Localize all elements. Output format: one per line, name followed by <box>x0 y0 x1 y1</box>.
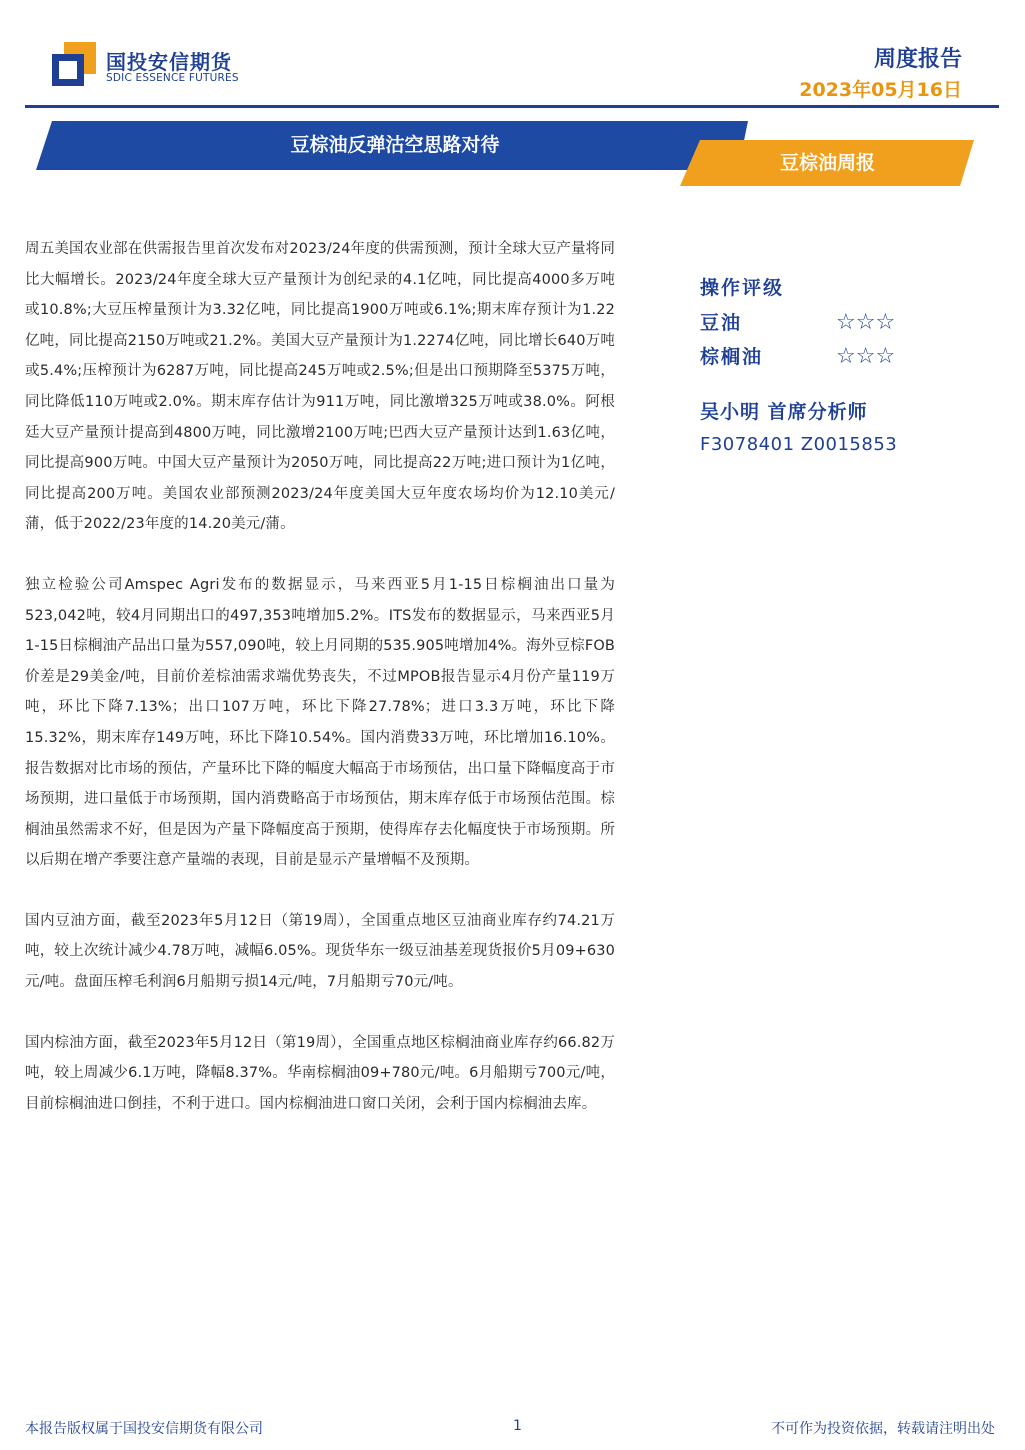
rating-row-soyoil <box>700 307 960 341</box>
report-category: 豆棕油周报 <box>779 152 875 174</box>
star-rating-icon: ☆☆☆ <box>836 344 896 369</box>
star-rating-icon: ☆☆☆ <box>836 310 896 335</box>
analyst-name: 吴小明 首席分析师 <box>700 401 868 423</box>
rating-name: 棕榈油 <box>700 346 764 368</box>
footer-disclaimer: 不可作为投资依据，转载请注明出处 <box>771 1421 995 1437</box>
logo-mark-icon <box>52 42 96 86</box>
sidebar <box>700 273 960 455</box>
page-number: 1 <box>513 1418 522 1434</box>
company-logo <box>52 42 252 88</box>
paragraph-domestic-soyoil: 国内豆油方面，截至2023年5月12日（第19周），全国重点地区豆油商业库存约74.21万吨，较上次统计减少4.78万吨，减幅6.05%。现货华东一级豆油基差现货报价5月09+630元/吨。盘面压榨毛利润6月船期亏损14元/吨，7月船期亏70元/吨。 <box>25 912 615 991</box>
paragraph-palm-export: 独立检验公司Amspec Agri发布的数据显示，马来西亚5月1-15日棕榈油出口量为523,042吨，较4月同期出口的497,353吨增加5.2%。ITS发布的数据显示，马来西亚5月1-15日棕榈油产品出口量为557,090吨，较上月同期的535.905吨增加4%。海外豆棕FOB价差是29美金/吨，目前价差棕油需求端优势丧失，不过MPOB报告显示4月份产量119万吨，环比下降7.13%；出口107万吨，环比下降27.78%；进口3.3万吨，环比下降15.32%，期末库存149万吨，环比下降10.54%。国内消费33万吨，环比增加16.10%。报告数据对比市场的预估，产量环比下降的幅度大幅高于市场预估，出口量下降幅度高于市场预期，进口量低于市场预期，国内消费略高于市场预估，期末库存低于市场预估范围。棕榈油虽然需求不好，但是因为产量下降幅度高于预期，使得库存去化幅度快于市场预期。所以后期在增产季要注意产量端的表现，目前是显示产量增幅不及预期。 <box>25 576 615 869</box>
report-title: 豆棕油反弹沽空思路对待 <box>290 134 500 156</box>
logo-chinese-name: 国投安信期货 <box>106 50 232 74</box>
logo-english-name: SDIC ESSENCE FUTURES <box>106 72 239 84</box>
footer-copyright: 本报告版权属于国投安信期货有限公司 <box>25 1421 263 1437</box>
paragraph-soybean-supply: 周五美国农业部在供需报告里首次发布对2023/24年度的供需预测，预计全球大豆产量将同比大幅增长。2023/24年度全球大豆产量预计为创纪录的4.1亿吨，同比提高4000多万吨或10.8%;大豆压榨量预计为3.32亿吨，同比提高1900万吨或6.1%;期末库存预计为1.22亿吨，同比提高2150万吨或21.2%。美国大豆产量预计为1.2274亿吨，同比增长640万吨或5.4%;压榨预计为6287万吨，同比提高245万吨或2.5%;但是出口预期降至5375万吨，同比降低110万吨或2.0%。期末库存估计为911万吨，同比激增325万吨或38.0%。阿根廷大豆产量预计提高到4800万吨，同比激增2100万吨;巴西大豆产量预计达到1.63亿吨，同比提高900万吨。中国大豆产量预计为2050万吨，同比提高22万吨;进口预计为1亿吨，同比提高200万吨。美国农业部预测2023/24年度美国大豆年度农场均价为12.10美元/蒲，低于2022/23年度的14.20美元/蒲。 <box>25 241 615 533</box>
rating-heading: 操作评级 <box>700 277 785 299</box>
report-date: 2023年05月16日 <box>799 79 962 101</box>
header-divider <box>25 105 999 108</box>
report-body <box>25 234 615 1149</box>
paragraph-domestic-palmoil: 国内棕油方面，截至2023年5月12日（第19周），全国重点地区棕榈油商业库存约66.82万吨，较上周减少6.1万吨，降幅8.37%。华南棕榈油09+780元/吨。6月船期亏700元/吨，目前棕榈油进口倒挂，不利于进口。国内棕榈油进口窗口关闭，会利于国内棕榈油去库。 <box>25 1034 615 1112</box>
rating-name: 豆油 <box>700 312 743 334</box>
report-type: 周度报告 <box>873 47 962 72</box>
analyst-certificate: F3078401 Z0015853 <box>700 434 898 455</box>
rating-row-palmoil <box>700 341 960 375</box>
